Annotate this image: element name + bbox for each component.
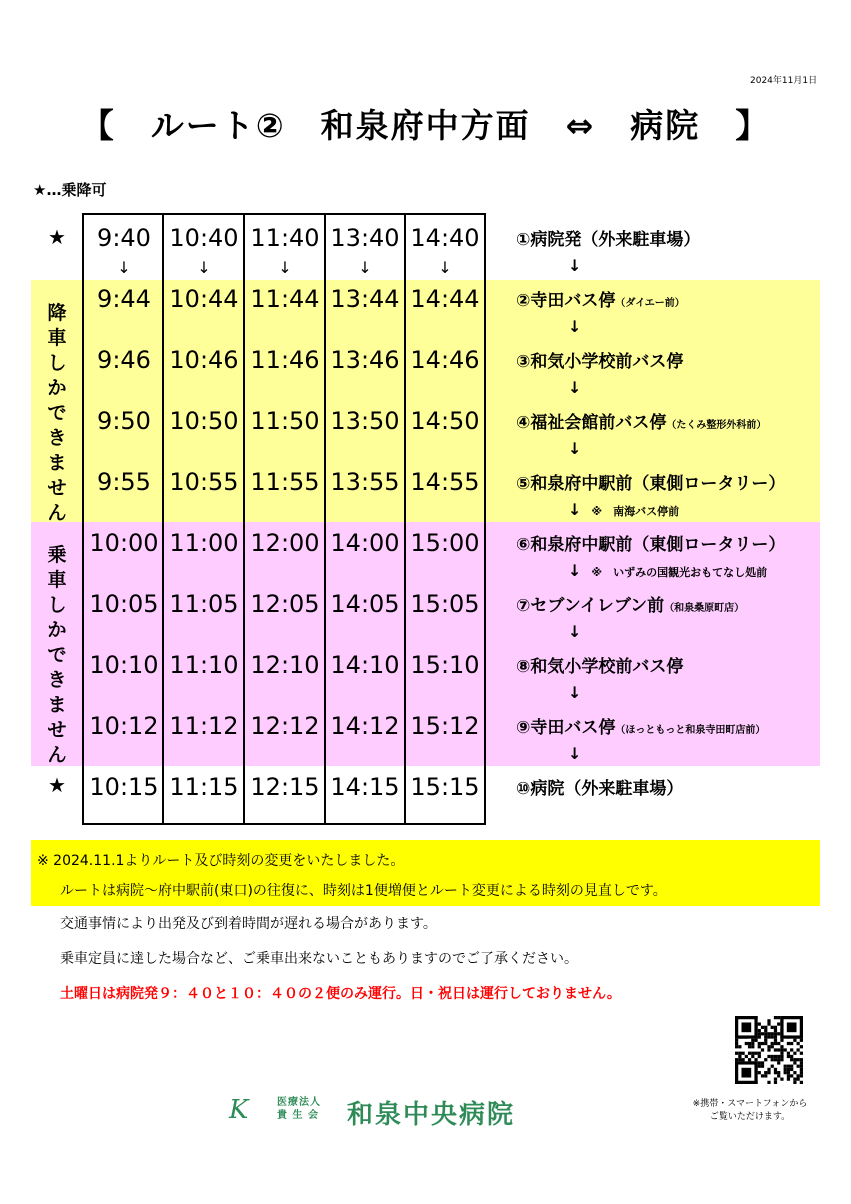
stop-name: ③和気小学校前バス停 [516,352,684,372]
down-arrow-icon: ↓ [278,258,292,277]
departure-time: 12:12 [250,712,320,740]
route-down-arrow-icon: ↓ [568,622,582,641]
timetable-grid [82,213,486,825]
route-down-arrow-icon: ↓ ※ いずみの国観光おもてなし処前 [568,561,768,580]
route-down-arrow-icon: ↓ [568,378,582,397]
departure-time: 10:12 [89,712,159,740]
departure-time: 15:12 [410,712,480,740]
departure-time: 10:50 [169,407,239,435]
down-arrow-icon: ↓ [197,258,211,277]
departure-time: 15:00 [410,529,480,557]
departure-time: 13:50 [330,407,400,435]
departure-time: 14:46 [410,346,480,374]
departure-time: 11:50 [250,407,320,435]
route-down-arrow-icon: ↓ [568,683,582,702]
departure-time: 11:10 [169,651,239,679]
legend: ★…乗降可 [33,181,107,199]
departure-time: 14:05 [330,590,400,618]
departure-time: 13:40 [330,224,400,252]
departure-time: 15:10 [410,651,480,679]
down-arrow-icon: ↓ [358,258,372,277]
departure-time: 15:15 [410,773,480,801]
boarding-star-icon: ★ [48,773,66,797]
departure-time: 14:55 [410,468,480,496]
departure-time: 10:44 [169,285,239,313]
saturday-notice: 土曜日は病院発９：４０と１０：４０の２便のみ運行。日・祝日は運行しておりません。 [60,986,621,1002]
departure-time: 15:05 [410,590,480,618]
departure-time: 11:05 [169,590,239,618]
departure-time: 11:00 [169,529,239,557]
corporation-name: 医療法人 貴 生 会 [277,1097,321,1121]
departure-time: 10:40 [169,224,239,252]
hospital-logo-icon: K [229,1095,249,1125]
issue-date: 2024年11月1日 [750,76,818,86]
departure-time: 14:12 [330,712,400,740]
departure-time: 11:15 [169,773,239,801]
route-down-arrow-icon: ↓ [568,744,582,763]
departure-time: 9:44 [97,285,151,313]
notice-line: 交通事情により出発及び到着時間が遅れる場合があります。 [60,916,437,932]
stop-note: ※ いずみの国観光おもてなし処前 [591,566,768,579]
page-title: 【 ルート② 和泉府中方面 ⇔ 病院 】 [80,106,771,145]
route-down-arrow-icon: ↓ [568,317,582,336]
departure-time: 14:44 [410,285,480,313]
notice-line: ※ 2024.11.1よりルート及び時刻の変更をいたしました。 [37,853,405,869]
board-only-label: 乗 車 し か で き ま せ ん [47,544,67,766]
departure-time: 9:50 [97,407,151,435]
departure-time: 14:00 [330,529,400,557]
departure-time: 12:00 [250,529,320,557]
departure-time: 11:46 [250,346,320,374]
departure-time: 10:55 [169,468,239,496]
stop-name: ④福祉会館前バス停（たくみ整形外科前） [516,413,767,433]
route-down-arrow-icon: ↓ [568,439,582,458]
departure-time: 10:46 [169,346,239,374]
stop-name: ⑦セブンイレブン前（和泉桑原町店） [516,596,745,616]
down-arrow-icon: ↓ [438,258,452,277]
alight-only-label: 降 車 し か で き ま せ ん [47,302,67,524]
notice-line: ルートは病院～府中駅前(東口)の往復に、時刻は1便増便とルート変更による時刻の見直しです。 [60,883,667,899]
stop-name: ⑨寺田バス停（ほっともっと和泉寺田町店前） [516,718,766,738]
departure-time: 12:10 [250,651,320,679]
boarding-star-icon: ★ [48,225,66,249]
down-arrow-icon: ↓ [117,258,131,277]
departure-time: 11:12 [169,712,239,740]
departure-time: 10:15 [89,773,159,801]
qr-note: ※携帯・スマートフォンから ご覧いただけます。 [692,1099,808,1122]
departure-time: 12:15 [250,773,320,801]
departure-time: 14:15 [330,773,400,801]
departure-time: 12:05 [250,590,320,618]
departure-time: 10:05 [89,590,159,618]
departure-time: 11:55 [250,468,320,496]
departure-time: 11:44 [250,285,320,313]
departure-time: 13:55 [330,468,400,496]
departure-time: 9:55 [97,468,151,496]
notice-line: 乗車定員に達した場合など、ご乗車出来ないこともありますのでご了承ください。 [60,951,578,967]
departure-time: 9:46 [97,346,151,374]
stop-name: ①病院発（外来駐車場） [516,230,701,250]
departure-time: 13:46 [330,346,400,374]
qr-code[interactable] [735,1016,803,1084]
departure-time: 14:50 [410,407,480,435]
departure-time: 11:40 [250,224,320,252]
stop-note: ※ 南海バス停前 [591,505,680,518]
departure-time: 10:10 [89,651,159,679]
stop-name: ⑤和泉府中駅前（東側ロータリー） [516,474,786,494]
departure-time: 14:10 [330,651,400,679]
departure-time: 13:44 [330,285,400,313]
stop-name: ②寺田バス停（ダイエー前） [516,291,685,311]
stop-name: ⑩病院（外来駐車場） [516,779,684,799]
departure-time: 14:40 [410,224,480,252]
route-down-arrow-icon: ↓ [568,256,582,275]
stop-name: ⑥和泉府中駅前（東側ロータリー） [516,535,786,555]
route-down-arrow-icon: ↓ ※ 南海バス停前 [568,500,680,519]
stop-name: ⑧和気小学校前バス停 [516,657,684,677]
departure-time: 10:00 [89,529,159,557]
hospital-name: 和泉中央病院 [347,1100,516,1130]
departure-time: 9:40 [97,224,151,252]
